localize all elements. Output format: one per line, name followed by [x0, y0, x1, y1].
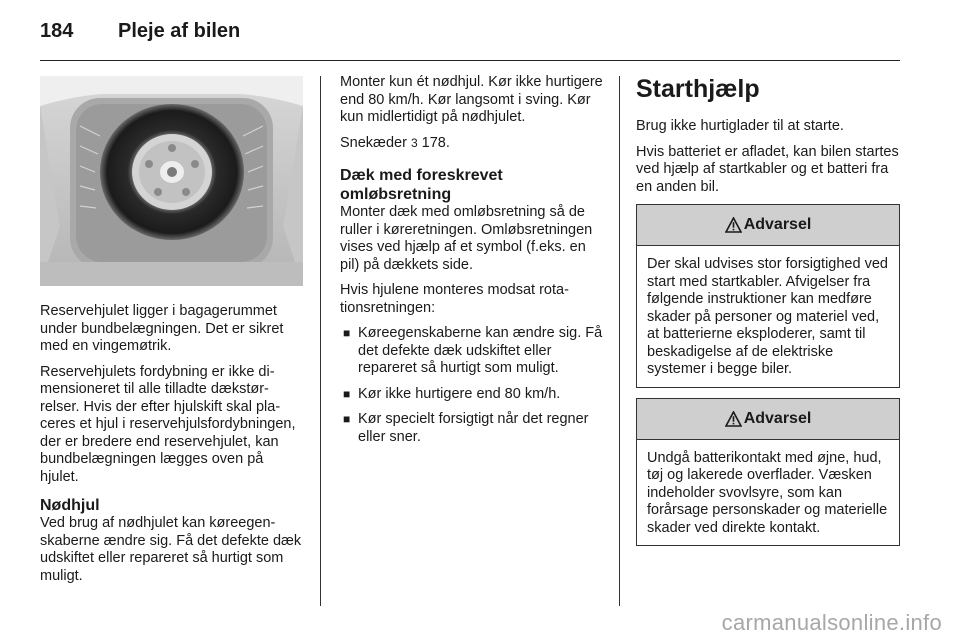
- paragraph: Hvis batteriet er afladet, kan bilen startes ved hjælp af startkabler og et batteri fra en anden bil.: [636, 143, 899, 195]
- bullet-square-icon: ■: [343, 412, 351, 426]
- page-reference-icon: 3: [410, 135, 418, 150]
- warning-text: Undgå batterikontakt med øjne, hud, tøj og lakerede overflader. Væsken indeholder svovlsyre, som kan forårsage personskader og materielle skader ved direkte kontakt.: [647, 449, 888, 536]
- warning-triangle-icon: [725, 217, 742, 233]
- warning-title: Advarsel: [743, 409, 812, 427]
- paragraph: Reservehjulets fordybning er ikke dimensioneret til alle tilladte dækstørrelser. Hvis der efter hjulskift skal placeres et hjul i reservehjulsfordybningen, der er bredere end reservehjulet, kan bundbelægningen lægges oven på hjulet.: [40, 363, 296, 485]
- paragraph: Monter dæk med omløbsretning så de ruller i køreretningen. Omløbsretningen vises ved hjælp af et symbol (f.eks. en pil) på dækkets side.: [340, 204, 593, 273]
- watermark: carmanualsonline.info: [721, 610, 942, 635]
- paragraph: Hvis hjulene monteres modsat rotationsretningen:: [340, 282, 569, 316]
- column-2: [340, 74, 606, 454]
- page-header: [40, 20, 900, 61]
- bullet-square-icon: ■: [343, 386, 351, 401]
- list-item: ■ Køreegenskaberne kan ændre sig. Få det defekte dæk udskiftet eller repareret så hurtigt som muligt.: [343, 325, 603, 376]
- paragraph: Brug ikke hurtiglader til at starte.: [636, 118, 844, 134]
- subheading-nodhjul: Nødhjul: [40, 497, 100, 514]
- page-title: Pleje af bilen: [118, 20, 241, 42]
- bullet-square-icon: ■: [343, 326, 351, 340]
- warning-text: Der skal udvises stor forsigtighed ved start med startkabler. Afvigelser fra følgende instruktioner kan medføre skader på personer og materiel ved, at batterierne eksploderer, samt til beskadigelse af de elektriske systemer i begge biler.: [647, 256, 888, 377]
- section-heading-starthjaelp: Starthjælp: [636, 75, 760, 103]
- spare-wheel-photo: [40, 76, 303, 286]
- paragraph: Ved brug af nødhjulet kan køreegenskaberne ændre sig. Få det defekte dæk udskiftet eller repareret så hurtigt som muligt.: [40, 515, 302, 584]
- column-divider-2: [619, 76, 620, 606]
- reference-page[interactable]: 178.: [421, 134, 450, 151]
- paragraph: Reservehjulet ligger i bagagerummet under bundbelægningen. Det er sikret med en vingemøtrik.: [40, 303, 284, 354]
- column-1: [40, 76, 303, 593]
- snow-chains-label: Snekæder: [340, 134, 407, 151]
- list-item: ■ Kør ikke hurtigere end 80 km/h.: [343, 385, 561, 402]
- column-3: [636, 74, 900, 556]
- warning-triangle-icon: [725, 411, 742, 427]
- column-divider-1: [320, 76, 321, 606]
- warning-box: [636, 204, 900, 388]
- warning-header: [637, 399, 899, 440]
- warning-body: [637, 246, 899, 387]
- warning-box: [636, 398, 900, 547]
- warning-body: [637, 440, 899, 546]
- subheading-direction-tyres: Dæk med foreskrevet omløbsretning: [340, 167, 503, 203]
- paragraph: Monter kun ét nødhjul. Kør ikke hurtigere end 80 km/h. Kør langsomt i sving. Kør kun midlertidigt på nødhjulet.: [340, 74, 603, 125]
- bullet-list: [340, 325, 606, 446]
- list-item: ■ Kør specielt forsigtigt når det regner eller sner.: [343, 411, 589, 445]
- warning-header: [637, 205, 899, 246]
- warning-title: Advarsel: [743, 216, 812, 233]
- cross-reference: [340, 135, 606, 153]
- page-number: 184: [40, 20, 74, 42]
